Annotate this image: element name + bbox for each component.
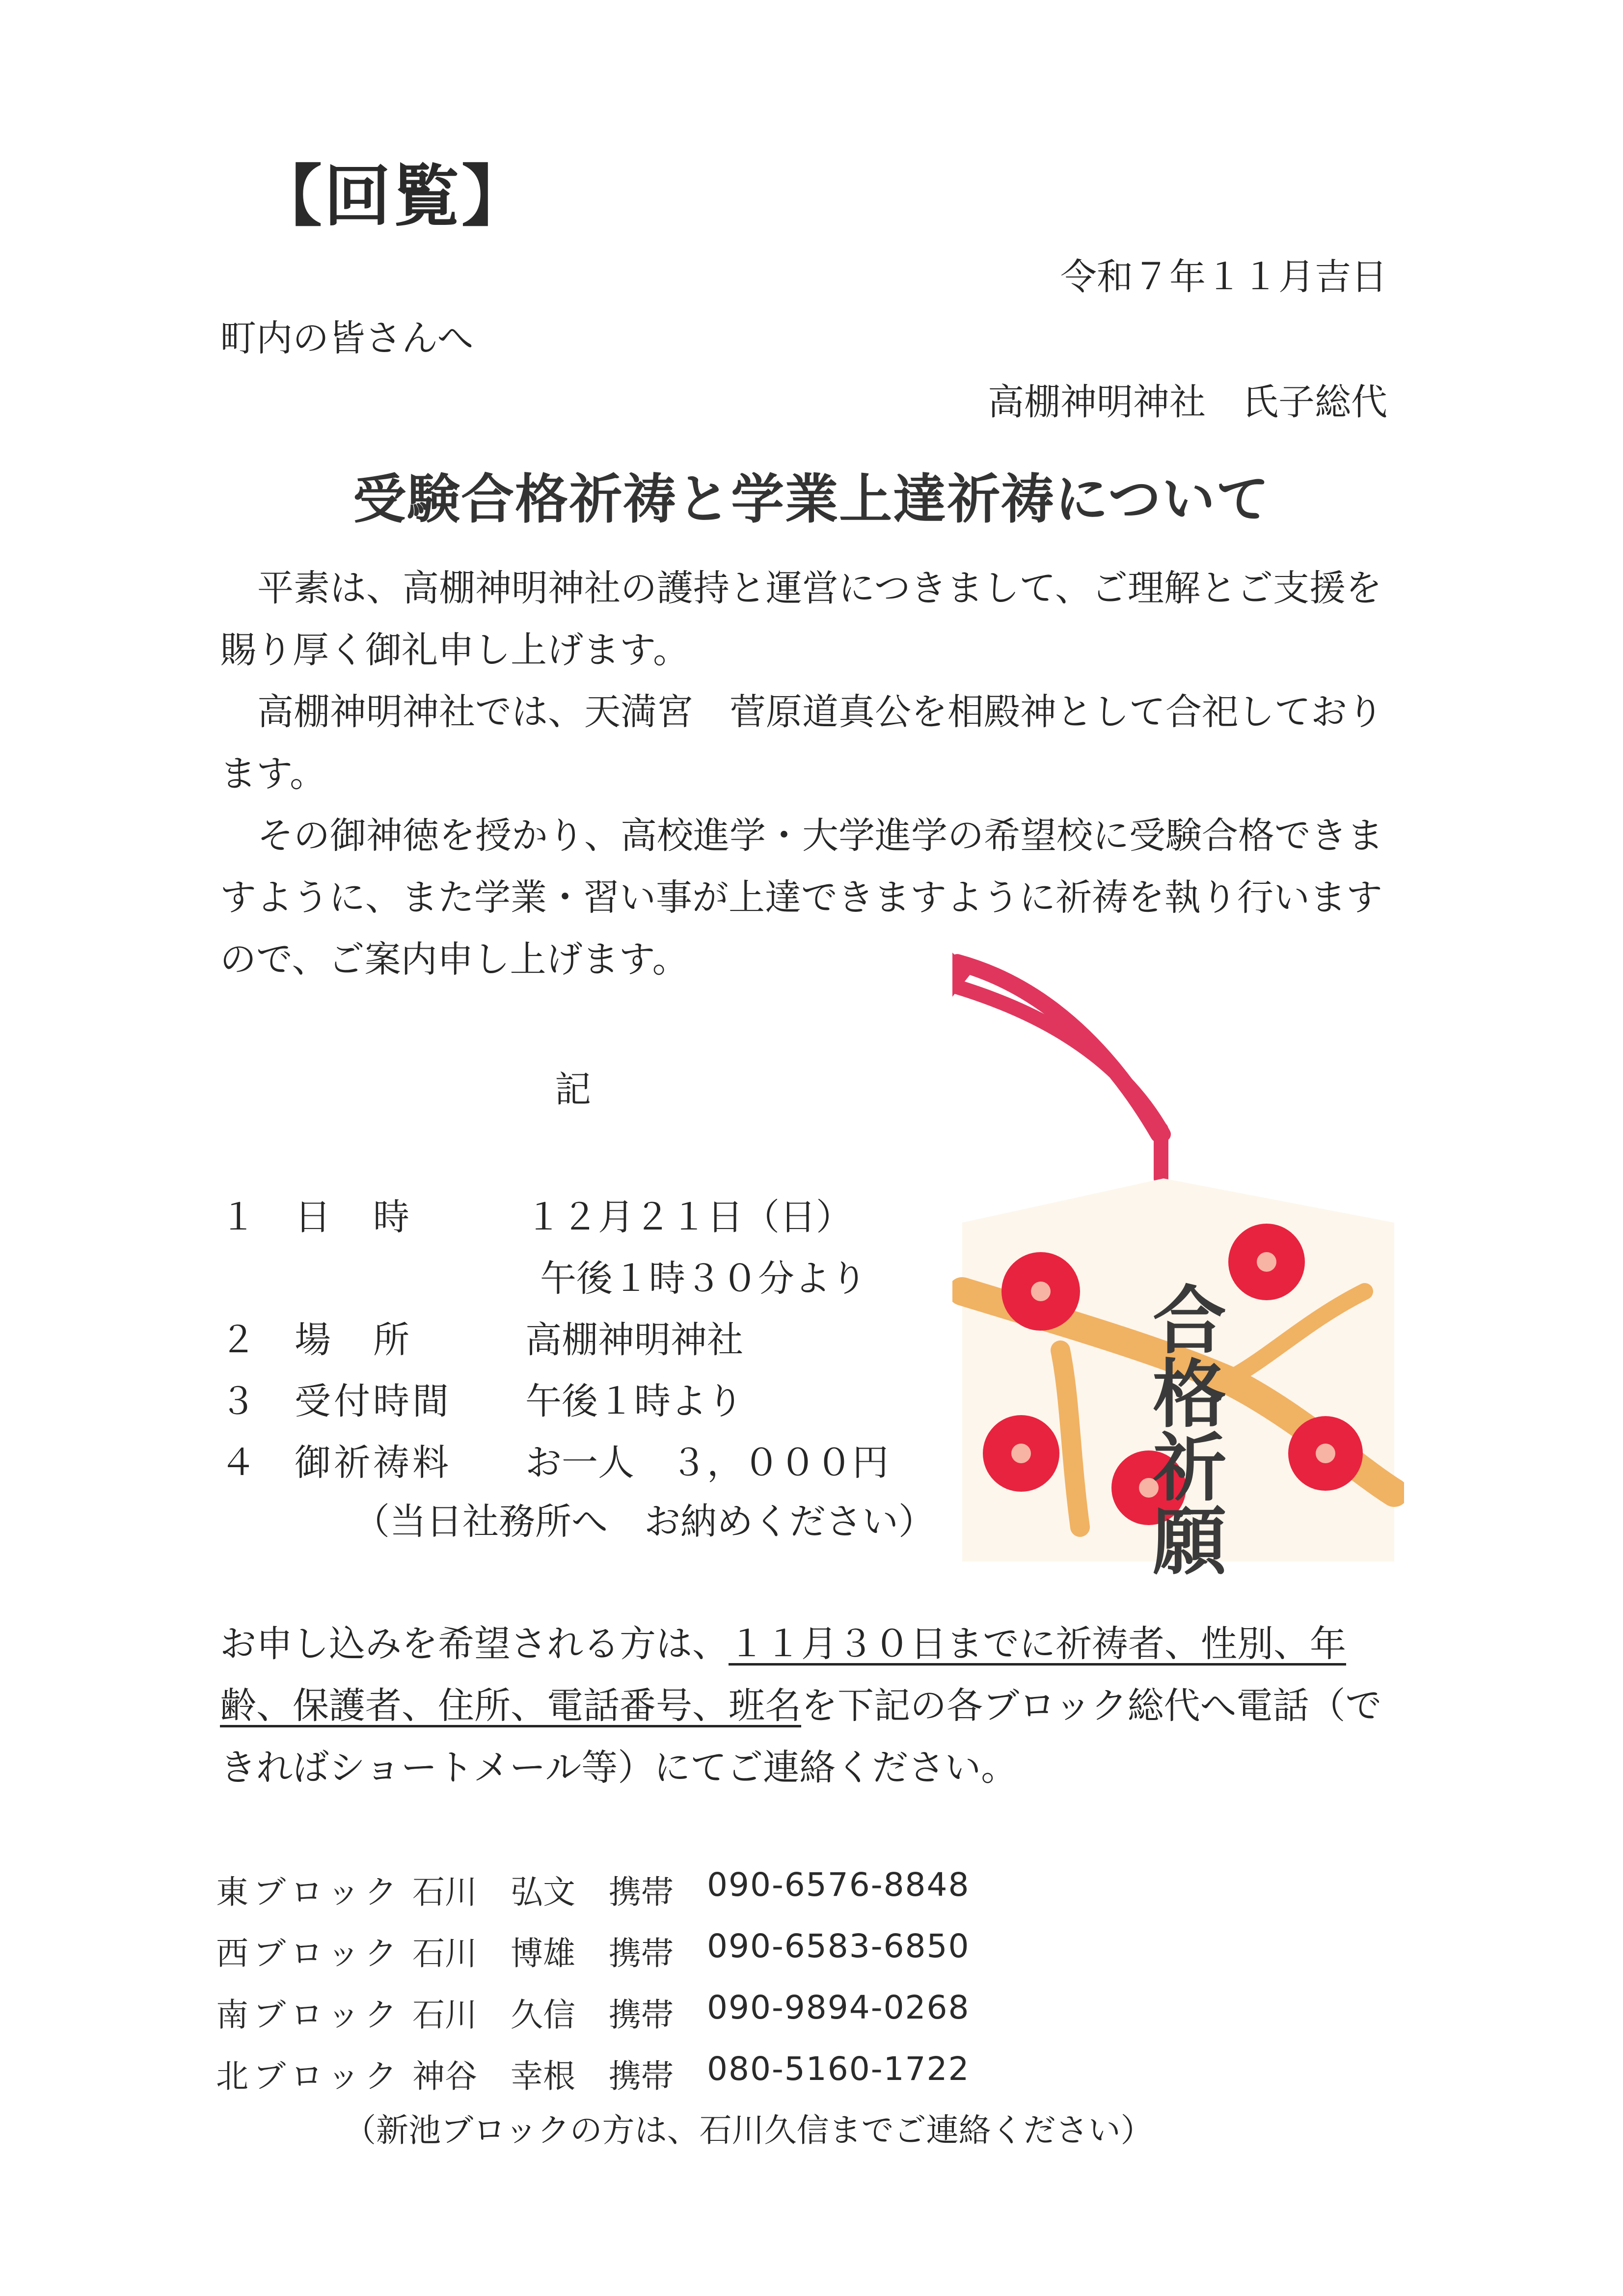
contact-phone-type: 携帯 xyxy=(609,1873,674,1911)
detail-number: １ xyxy=(220,1196,256,1238)
contact-family-name: 神谷 xyxy=(412,2057,477,2095)
contact-block: 南ブロック xyxy=(216,1996,402,2034)
detail-label: 受付時間 xyxy=(295,1380,452,1422)
detail-value: １２月２１日（日） xyxy=(525,1196,852,1238)
body-text xyxy=(220,557,1408,990)
apply-text-pre: お申し込みを希望される方は、 xyxy=(220,1623,729,1665)
contact-phone-type: 携帯 xyxy=(609,1935,674,1972)
fee-note: （当日社務所へ お納めください） xyxy=(353,1501,935,1543)
detail-number: ２ xyxy=(220,1319,256,1361)
detail-label: 御祈祷料 xyxy=(295,1442,452,1484)
contact-given-name: 幸根 xyxy=(511,2057,575,2095)
contact-phone[interactable]: 090-6576-8848 xyxy=(707,1866,970,1904)
contact-given-name: 久信 xyxy=(511,1996,575,2034)
contact-phone[interactable]: 080-5160-1722 xyxy=(707,2050,970,2088)
apply-required-items: １１月３０日までに祈祷者、性別、年齢、保護者、住所、電話番号、班名 xyxy=(220,1623,1346,1727)
contact-family-name: 石川 xyxy=(412,1996,477,2034)
contact-given-name: 博雄 xyxy=(511,1935,575,1972)
paragraph-3: その御神徳を授かり、高校進学・大学進学の希望校に受験合格できますように、また学業・習い事が上達できますように祈祷を執り行いますので、ご案内申し上げます。 xyxy=(220,815,1383,981)
detail-label: 場 所 xyxy=(295,1319,412,1361)
contact-family-name: 石川 xyxy=(412,1935,477,1972)
detail-number: ４ xyxy=(220,1442,256,1484)
document-title: 受験合格祈祷と学業上達祈祷について xyxy=(353,468,1270,530)
footer-note: （新池ブロックの方は、石川久信までご連絡ください） xyxy=(344,2111,1153,2149)
issue-date: 令和７年１１月吉日 xyxy=(1060,256,1387,298)
circular-label: 【回覧】 xyxy=(255,157,530,236)
detail-label: 日 時 xyxy=(295,1196,412,1238)
paragraph-1: 平素は、高棚神明神社の護持と運営につきまして、ご理解とご支援を賜り厚く御礼申し上げます。 xyxy=(220,567,1382,671)
detail-value: 高棚神明神社 xyxy=(525,1319,743,1361)
ki-heading: 記 xyxy=(555,1068,591,1111)
contact-phone[interactable]: 090-9894-0268 xyxy=(707,1989,970,2026)
detail-value: お一人 ３，０００円 xyxy=(525,1442,889,1484)
apply-text-post: を下記の各ブロック総代へ電話（できればショートメール等）にてご連絡ください。 xyxy=(220,1685,1382,1789)
contact-block: 東ブロック xyxy=(216,1873,402,1911)
detail-value: 午後１時３０分より xyxy=(540,1257,867,1300)
ema-text: 合格祈願 xyxy=(1140,1282,1226,1576)
detail-value: 午後１時より xyxy=(525,1380,743,1422)
contact-block: 西ブロック xyxy=(216,1935,402,1972)
contact-block: 北ブロック xyxy=(216,2057,402,2095)
contact-phone[interactable]: 090-6583-6850 xyxy=(707,1927,970,1965)
contact-phone-type: 携帯 xyxy=(609,1996,674,2034)
contact-family-name: 石川 xyxy=(412,1873,477,1911)
recipient: 町内の皆さんへ xyxy=(220,317,474,359)
contact-given-name: 弘文 xyxy=(511,1873,575,1911)
detail-number: ３ xyxy=(220,1380,256,1422)
application-instructions xyxy=(220,1613,1408,1799)
paragraph-2: 高棚神明神社では、天満宮 菅原道真公を相殿神として合祀しております。 xyxy=(220,691,1383,795)
sender: 高棚神明神社 氏子総代 xyxy=(988,381,1387,423)
contact-phone-type: 携帯 xyxy=(609,2057,674,2095)
ema-plaque-icon xyxy=(952,948,1404,1586)
